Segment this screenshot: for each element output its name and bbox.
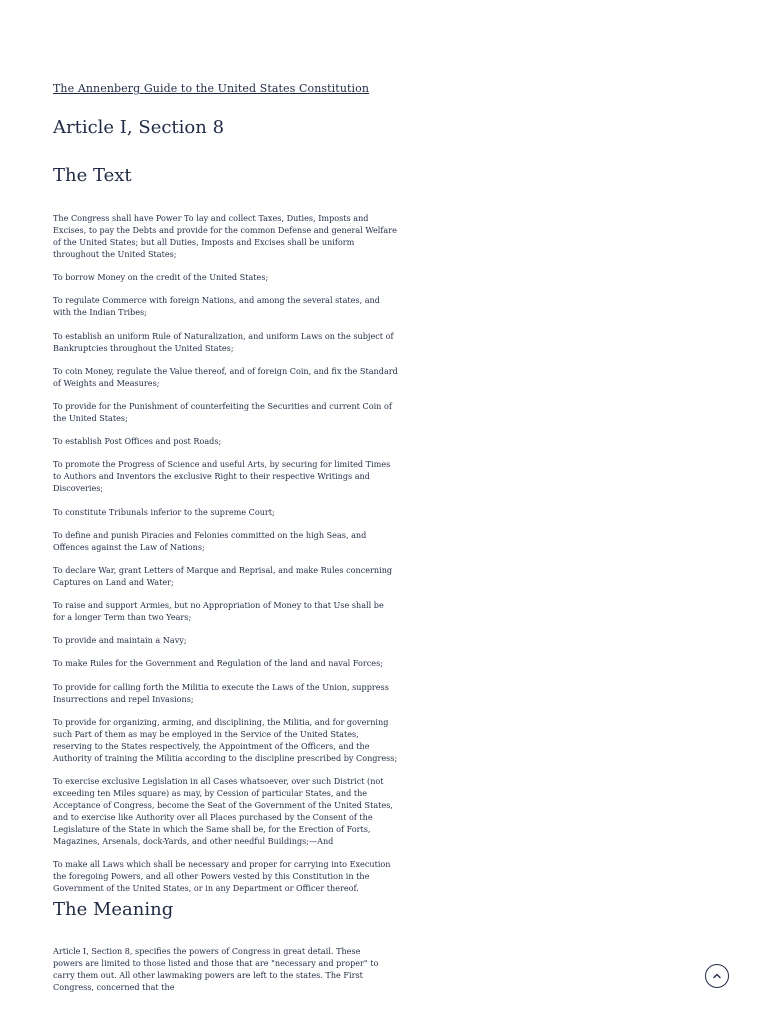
clause-coin-money: To coin Money, regulate the Value thereof, and of foreign Coin, and fix the Standard of Weights and Measures;: [53, 365, 398, 388]
clause-declare-war: To declare War, grant Letters of Marque and Reprisal, and make Rules concerning Captures on Land and Water;: [53, 564, 393, 587]
clause-piracies: To define and punish Piracies and Felonies committed on the high Seas, and Offences against the Law of Nations;: [53, 529, 367, 552]
clause-post-offices: To establish Post Offices and post Roads;: [53, 436, 222, 447]
clause-commerce: To regulate Commerce with foreign Nations, and among the several states, and with the Indian Tribes;: [53, 295, 380, 318]
clause-taxes: The Congress shall have Power To lay and collect Taxes, Duties, Imposts and Excises, to pay the Debts and provide for the common Defense and general Welfare of the United States; but all Duties, Imposts and Excises shall be uniform throughout the United States;: [53, 213, 397, 259]
clause-tribunals: To constitute Tribunals inferior to the supreme Court;: [53, 506, 275, 517]
clause-borrow: To borrow Money on the credit of the United States;: [53, 272, 269, 283]
guide-link[interactable]: The Annenberg Guide to the United States Constitution: [53, 82, 370, 95]
meaning-heading: The Meaning: [53, 899, 174, 920]
clause-counterfeiting: To provide for the Punishment of counterfeiting the Securities and current Coin of the United States;: [53, 400, 392, 423]
constitution-text: [53, 212, 398, 905]
article-title: Article I, Section 8: [53, 117, 225, 138]
clause-armies: To raise and support Armies, but no Appropriation of Money to that Use shall be for a longer Term than two Years;: [53, 600, 384, 623]
clause-militia-organizing: To provide for organizing, arming, and disciplining, the Militia, and for governing such Part of them as may be employed in the Service of the United States, reserving to the States respectively, the Appointment of the Officers, and the Authority of training the Militia according to the discipline prescribed by Congress;: [53, 716, 398, 763]
chevron-up-icon: [712, 971, 722, 981]
clause-forces-rules: To make Rules for the Government and Regulation of the land and naval Forces;: [53, 658, 383, 669]
meaning-paragraph: Article I, Section 8, specifies the powers of Congress in great detail. These powers are limited to those listed and those that are "necessary and proper" to carry them out. All other lawmaking powers are left to the states. The First Congress, concerned that the: [53, 946, 379, 992]
clause-necessary-proper: To make all Laws which shall be necessary and proper for carrying into Execution the foregoing Powers, and all other Powers vested by this Constitution in the Government of the United States, or in any Department or Officer thereof.: [53, 859, 391, 894]
scroll-to-top-button[interactable]: [705, 964, 729, 988]
clause-navy: To provide and maintain a Navy;: [53, 635, 187, 646]
clause-militia-calling: To provide for calling forth the Militia to execute the Laws of the Union, suppress Insurrections and repel Invasions;: [53, 681, 389, 704]
text-heading: The Text: [53, 165, 132, 186]
clause-exclusive-legislation: To exercise exclusive Legislation in all Cases whatsoever, over such District (not exceeding ten Miles square) as may, by Cession of particular States, and the Acceptance of Congress, become the Seat of the Government of the United States, and to exercise like Authority over all Places purchased by the Consent of the Legislature of the State in which the Same shall be, for the Erection of Forts, Magazines, Arsenals, dock-Yards, and other needful Buildings;—And: [53, 776, 393, 846]
clause-naturalization: To establish an uniform Rule of Naturalization, and uniform Laws on the subject of Bankruptcies throughout the United States;: [53, 330, 394, 353]
clause-science-arts: To promote the Progress of Science and useful Arts, by securing for limited Times to Authors and Inventors the exclusive Right to their respective Writings and Discoveries;: [53, 459, 391, 494]
